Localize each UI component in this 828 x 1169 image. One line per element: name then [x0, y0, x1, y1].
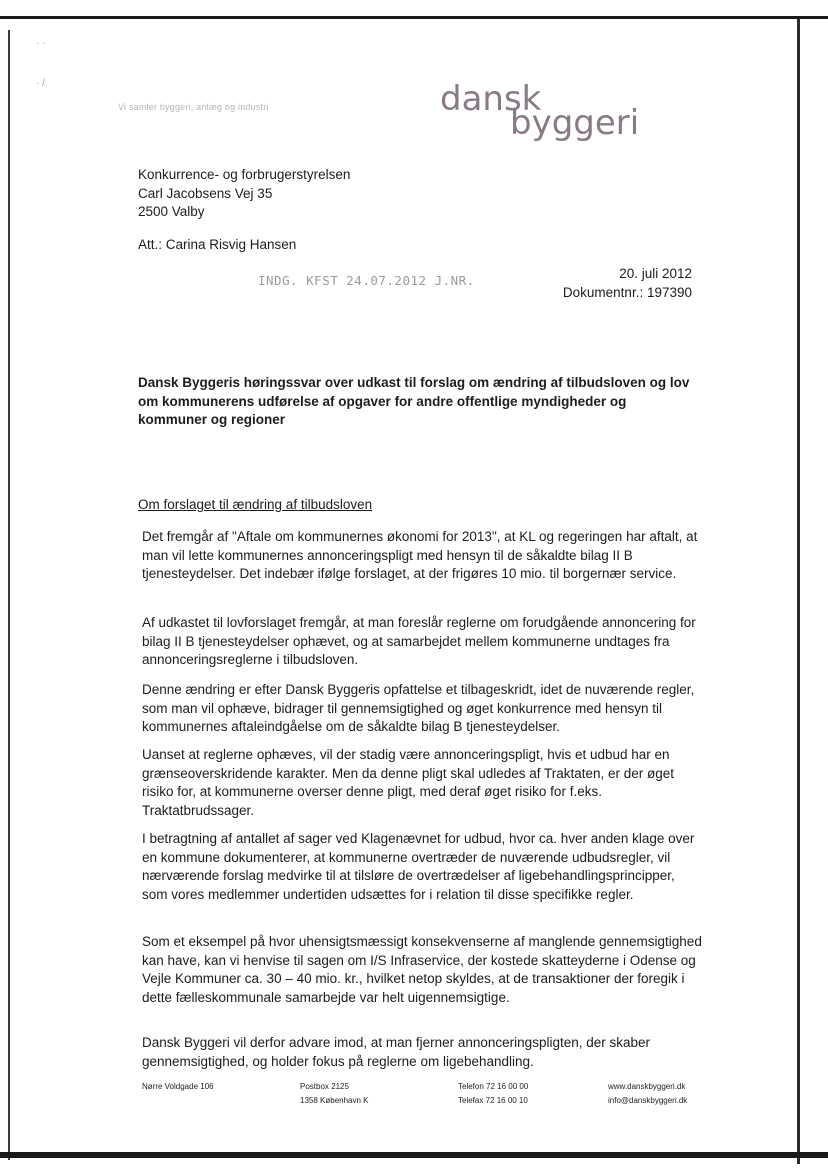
- footer-contact: [608, 1080, 687, 1108]
- footer-postbox: [300, 1080, 369, 1108]
- body-paragraph: Denne ændring er efter Dansk Byggeris opfattelse et tilbageskridt, idet de nuværende regler, som man vil ophæve, bidrager til gennemsigtighed og øget konkurrence med hensyn til kommunernes aftaleindgåelse om de såkaldte bilag B tjenesteydelser.: [142, 682, 695, 734]
- scan-border-bottom: [0, 1152, 828, 1158]
- received-stamp: INDG. KFST 24.07.2012 J.NR.: [258, 273, 475, 288]
- section-heading: Om forslaget til ændring af tilbudsloven: [138, 497, 373, 512]
- body-paragraph: Uanset at reglerne ophæves, vil der stadig være annonceringspligt, hvis et udbud har en grænseoverskridende karakter. Men da denne pligt skal udledes af Traktaten, er der øget risiko for, at kommunerne overser denne pligt, med deraf øget risiko for f.eks. Traktatbrudssager.: [142, 747, 675, 818]
- footer-postbox-line: Postbox 2125: [300, 1082, 349, 1091]
- scan-border-right: [797, 19, 800, 1164]
- body-paragraph: Som et eksempel på hvor uhensigtsmæssigt konsekvenserne af manglende gennemsigtighed kan have, kan vi henvise til sagen om I/S Infraservice, der kostede skatteyderne i Odense og Vejle Kommuner ca. 30 – 40 mio. kr., hvilket netop skyldes, at de transaktioner der foregik i dette fælleskommunale samarbejde var helt uigennemsigtige.: [142, 934, 702, 1005]
- dansk-byggeri-logo: [440, 82, 700, 152]
- footer-web[interactable]: www.danskbyggeri.dk: [608, 1082, 686, 1091]
- footer-phone: Telefon 72 16 00 00: [458, 1082, 529, 1091]
- recipient-name: Konkurrence- og forbrugerstyrelsen: [138, 167, 351, 182]
- recipient-attention: Att.: Carina Risvig Hansen: [138, 237, 297, 252]
- company-tagline: Vi samler byggeri, anlæg og industri: [118, 102, 269, 112]
- footer-email[interactable]: info@danskbyggeri.dk: [608, 1096, 688, 1105]
- letter-subject: Dansk Byggeris høringssvar over udkast til forslag om ændring af tilbudsloven og lov om kommunerens udførelse af opgaver for andre offentlige myndigheder og kommuner og regioner: [138, 375, 690, 427]
- recipient-city: 2500 Valby: [138, 204, 205, 219]
- footer-address: Nørre Voldgade 106: [142, 1082, 214, 1091]
- footer-city-line: 1358 København K: [300, 1096, 369, 1105]
- scan-border-left: [8, 30, 10, 1160]
- letter-date: 20. juli 2012: [619, 266, 692, 281]
- scan-border-top: [0, 16, 828, 19]
- body-paragraph: Dansk Byggeri vil derfor advare imod, at man fjerner annonceringspligten, der skaber gennemsigtighed, og holder fokus på reglerne om ligebehandling.: [142, 1035, 651, 1069]
- logo-word-dansk: dansk: [440, 82, 542, 119]
- body-paragraph: I betragtning af antallet af sager ved Klagenævnet for udbud, hvor ca. hver anden klage over en kommune dokumenterer, at kommunerne overtræder de nuværende udbudsregler, vil nærværende forslag medvirke til at tilsløre de overtrædelser af ligebehandlingsprincipper, som vores medlemmer undertiden udsættes for i relation til disse specifikke regler.: [142, 831, 695, 902]
- document-number: Dokumentnr.: 197390: [562, 285, 692, 300]
- body-paragraph: Det fremgår af "Aftale om kommunernes økonomi for 2013", at KL og regeringen har aftalt, at man vil lette kommunernes annonceringspligt med hensyn til de såkaldte bilag II B tjenesteydelser. Det indebær ifølge forslaget, at der frigøres 10 mio. til borgernær service.: [142, 529, 698, 581]
- scan-speck: · /: [36, 78, 45, 89]
- footer-phone-fax: [458, 1080, 528, 1108]
- footer-fax: Telefax 72 16 00 10: [458, 1096, 528, 1105]
- logo-word-byggeri: byggeri: [510, 103, 640, 143]
- body-paragraph: Af udkastet til lovforslaget fremgår, at man foreslår reglerne om forudgående annoncering for bilag II B tjenesteydelser ophævet, og at samarbejdet mellem kommunerne undtages fra annonceringsreglerne i tilbudsloven.: [142, 615, 696, 667]
- scan-speck: · ·: [36, 38, 46, 49]
- recipient-street: Carl Jacobsens Vej 35: [138, 186, 273, 201]
